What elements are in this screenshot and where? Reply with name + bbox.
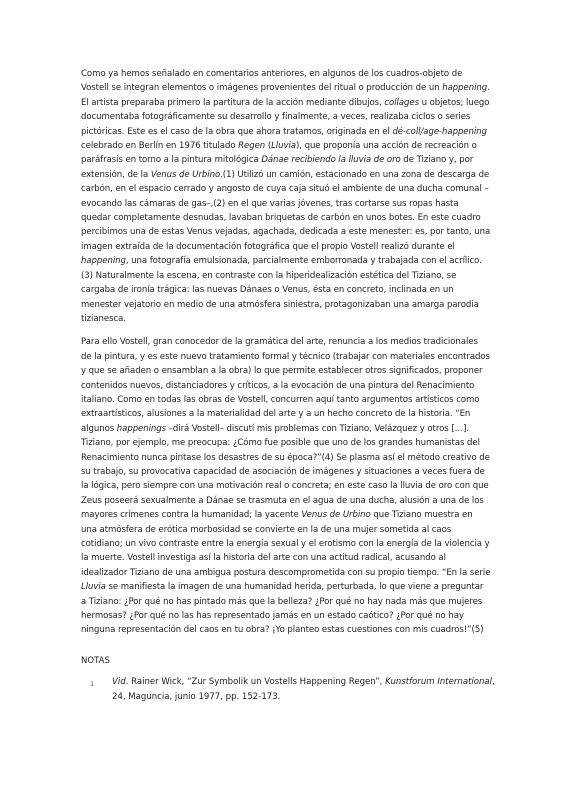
paragraph: [81, 335, 491, 638]
text-run: Para ello Vostell, gran conocedor de la gramática del arte, renuncia a los medios tradicionales de la pintura, y es este nuevo tratamiento formal y técnico (trabajar con materiales encontrados y que se añaden o ensamblan a la obra) lo que permite establecer otros significados, proponer contenidos nuevos, distanciadores y críticos, a la evocación de una pintura del Renacimiento italiano. Como en todas las obras de Vostell, concurren aquí tanto argumentos artísticos como extraartísticos, alusiones a la materialidad del arte y a un hecho concreto de la historia. “En algunos: [81, 337, 490, 434]
text-run: (: [265, 141, 272, 152]
footnote-number: 1: [90, 680, 95, 688]
paragraph: [81, 67, 491, 326]
text-run: . El artista preparaba primero la partitura de la acción mediante dibujos,: [81, 83, 490, 108]
footnote: [81, 675, 501, 705]
italic-text-run: Venus de Urbino: [301, 510, 371, 521]
body-text: [81, 67, 491, 647]
italic-text-run: Lluvia: [271, 141, 296, 152]
text-run: u objetos; luego documentaba fotográficamente su desarrollo y finalmente, a veces, realizaba ciclos o series pictóricas. Este es el caso de la obra que ahora tratamos, originada en el: [81, 97, 490, 137]
text-run: de Tiziano y, por extensión, de la: [81, 155, 474, 180]
italic-text-run: happenings: [116, 423, 167, 434]
text-run: Como ya hemos señalado en comentarios anteriores, en algunos de los cuadros-objeto de Vostell se integran elementos o imágenes provenientes del ritual o producción de un: [81, 69, 463, 94]
italic-text-run: Dánae recibiendo la lluvia de oro: [261, 155, 401, 166]
text-run: ), que proponía una acción de recreación o paráfrasis en torno a la pintura mitológica: [81, 141, 477, 166]
italic-text-run: Venus de Urbino: [150, 169, 221, 180]
text-run: –dirá Vostell– discutí mis problemas con Tiziano, Velázquez y otros […]. Tiziano, por ejemplo, me preocupa: ¿Cómo fue posible que uno de los grandes humanistas del Renacimiento nunca pintase los desastres de su época?”(4) Se plasma así el método creativo de su trabajo, su provocativa capacidad de asociación de imágenes y situaciones a veces fuera de la lógica, pero siempre con una motivación real o concreta; en este caso la lluvia de oro con que Zeus poseerá sexualmente a Dánae se trasmuta en el agua de una ducha, alusión a una de los mayores crímenes contra la humanidad; la yacente: [81, 423, 490, 521]
italic-text-run: Kunstforum International: [385, 677, 493, 687]
notes-heading: NOTAS: [81, 656, 110, 666]
italic-text-run: Vid: [112, 677, 126, 687]
italic-text-run: collages: [384, 97, 419, 108]
footnote-text: [112, 675, 501, 705]
italic-text-run: dé-coll/age-happening: [392, 126, 487, 137]
text-run: se manifiesta la imagen de una humanidad herida, perturbada, lo que viene a preguntar a Tiziano: ¿Por qué no has pintado más que la belleza? ¿Por qué no hay nada más que mujeres hermosas? ¿Por qué no las has representado jamás en un estado caótico? ¿Por qué no hay ninguna representación del caos en tu obra? ¡Yo planteo estas cuestiones con mis cuadros!”(5): [81, 582, 484, 636]
text-run: , una fotografía emulsionada, parcialmente emborronada y trabajada con el acrílico.(3) Naturalmente la escena, en contraste con la hiperidealización estética del Tiziano, se cargaba de ironía trágica: las nuevas Dánaes o Venus, ésta en concreto, inclinada en un menester vejatorio en medio de una atmósfera siniestra, protagonizaban una amarga parodia tizianesca.: [81, 256, 482, 324]
text-run: celebrado en Berlín en 1976 titulado: [81, 141, 239, 152]
italic-text-run: Regen: [238, 141, 266, 152]
text-run: , 24, Maguncia, junio 1977, pp. 152-173.: [112, 677, 495, 702]
text-run: . Rainer Wick, “Zur Symbolik un Vostells Happening Regen”,: [125, 677, 386, 687]
italic-text-run: happening: [442, 83, 488, 94]
italic-text-run: happening: [81, 256, 126, 267]
text-run: que Tiziano muestra en una atmósfera de erótica morbosidad se convierte en la de una mujer sometida al caos cotidiano; un vivo contraste entre la energía sexual y el erotismo con la energía de la violencia y la muerte. Vostell investiga así la historia del arte con una actitud radical, acusando al idealizador Tiziano de una ambigua postura descomprometida con su propio tiempo. “En la serie: [81, 510, 491, 578]
text-run: .(1) Utilizó un camión, estacionado en una zona de descarga de carbón, en el espacio cerrado y angosto de cuya caja situó el ambiente de una ducha comunal –evocando las cámaras de gas–,(2) en el que varias jóvenes, tras cortarse sus ropas hasta quedar completamente desnudas, lavaban briquetas de carbón en unos botes. En este cuadro percibimos una de estas Venus vejadas, agachada, dedicada a este menester: es, por tanto, una imagen extraída de la documentación fotográfica que el propio Vostell realizó durante el: [81, 169, 491, 252]
italic-text-run: Lluvia: [81, 582, 106, 593]
